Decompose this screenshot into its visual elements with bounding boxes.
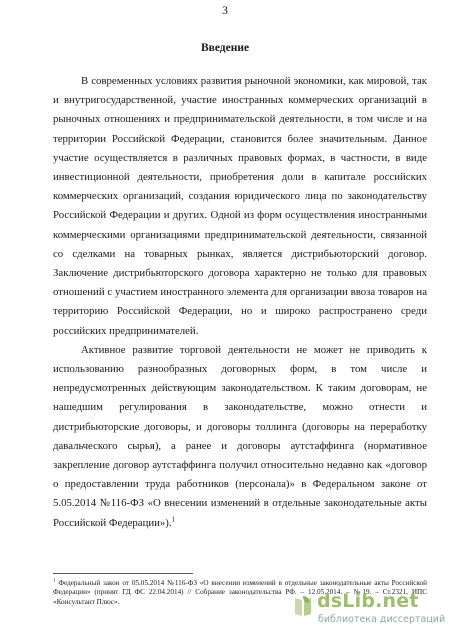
watermark-subtitle: библиотека диссертаций xyxy=(318,614,446,625)
watermark-title: dsLib.net xyxy=(317,590,419,612)
page-number: 3 xyxy=(222,5,228,17)
section-heading: Введение xyxy=(200,42,250,54)
paragraph-2 xyxy=(53,341,427,533)
footnote-reference[interactable]: 1 xyxy=(171,515,176,524)
body-text xyxy=(53,72,427,533)
footnote-divider xyxy=(53,573,193,574)
paragraph-1: В современных условиях развития рыночной экономики, как мировой, так и внутригосударственной, участие иностранных коммерческих организаций в рыночных отношениях и предпринимательской деятельности, в том числе и на территории Российской Федерации, становится более значительным. Данное участие осуществляется в различных правовых формах, в частности, в виде инвестиционной деятельности, приобретения доли в капитале российских коммерческих организаций, создания юридического лица по законодательству Российской Федерации и других. Одной из форм осуществления иностранными коммерческими организациями предпринимательской деятельности, связанной со сделками на товарных рынках, является дистрибьюторский договор. Заключение дистрибьюторского договора характерно не только для правовых отношений с участием иностранного элемента для организации ввоза товаров на территорию Российской Федерации, но и широко распространено среди российских предпринимателей. xyxy=(53,75,427,337)
book-leaf-icon xyxy=(292,594,314,618)
footnote-mark: 1 xyxy=(53,578,56,584)
paragraph-2-text: Активное развитие торговой деятельности не может не приводить к использованию разнообразных договорных форм, в том числе и непредусмотренных действующим законодательством. К таким договорам, не нашедшим регулирования в законодательстве, можно отнести и дистрибьюторские договоры, и договоры толлинга (договоры на переработку давальческого сырья), а ранее и договоры аутстаффинга (нормативное закрепление договор аутстаффинга получил относительно недавно как «договор о предоставлении труда работников (персонала)» в Федеральном законе от 5.05.2014 №116-ФЗ «О внесении изменений в отдельные законодательные акты Российской Федерации»). xyxy=(53,343,427,529)
dslib-watermark[interactable] xyxy=(292,590,446,630)
footnote-text: Федеральный закон от 05.05.2014 №116-ФЗ «О внесении изменений в отдельные законодательные акты Российской Федерации» (принят ГД ФС 22.04.2014) // Собрание законодательства РФ. – 12.05.2014. – №19. – Ст.2321, ИПС «Консультант Плюс». xyxy=(53,579,427,606)
